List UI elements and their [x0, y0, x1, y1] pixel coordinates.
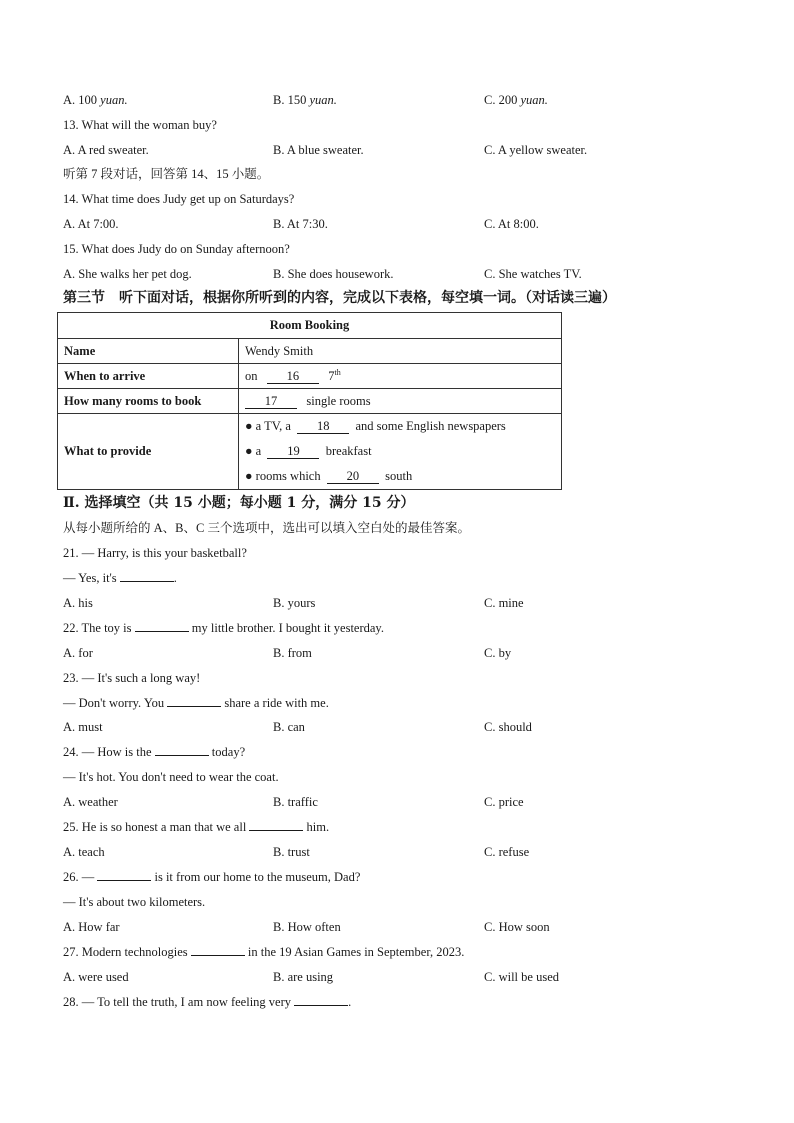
q21-option-a: A. his — [63, 596, 93, 610]
table-row — [58, 364, 562, 389]
q27-stem: 27. Modern technologies in the 19 Asian Games in September, 2023. — [63, 945, 465, 959]
q23-option-c: C. should — [484, 720, 532, 734]
q26-stem: 26. — is it from our home to the museum, Dad? — [63, 870, 361, 884]
q12-option-a: A. 100 yuan. — [63, 93, 128, 107]
q23-stem: 23. — It's such a long way! — [63, 671, 201, 685]
q21-option-b: B. yours — [273, 596, 316, 610]
q24-option-a: A. weather — [63, 795, 118, 809]
section3-heading: 第三节 听下面对话，根据你所听到的内容，完成以下表格，每空填一词。（对话读三遍） — [63, 290, 616, 306]
arrive-value — [239, 364, 562, 389]
q12-option-c: C. 200 yuan. — [484, 93, 548, 107]
blank-20: 20 — [327, 469, 379, 484]
provide-label: What to provide — [58, 414, 239, 490]
q15-option-b: B. She does housework. — [273, 267, 394, 281]
rooms-value — [239, 389, 562, 414]
rooms-suffix: single rooms — [306, 393, 371, 408]
q15-option-c: C. She watches TV. — [484, 267, 582, 281]
blank-19: 19 — [267, 444, 319, 459]
q22-option-a: A. for — [63, 646, 93, 660]
q22-option-b: B. from — [273, 646, 312, 660]
table-row — [58, 389, 562, 414]
q14-option-a: A. At 7:00. — [63, 217, 119, 231]
q15-option-a: A. She walks her pet dog. — [63, 267, 192, 281]
provide-line-3: ● rooms which 20 south — [245, 469, 413, 483]
q24-reply: — It's hot. You don't need to wear the coat. — [63, 770, 279, 784]
q24-stem: 24. — How is the today? — [63, 745, 246, 759]
q27-option-a: A. were used — [63, 970, 129, 984]
q24-option-b: B. traffic — [273, 795, 318, 809]
q13-option-c: C. A yellow sweater. — [484, 143, 588, 157]
arrive-sup: th — [334, 367, 341, 377]
q23-reply: — Don't worry. You share a ride with me. — [63, 696, 329, 710]
q12-option-b: B. 150 yuan. — [273, 93, 337, 107]
arrive-suffix: 7 — [328, 369, 335, 384]
q27-option-c: C. will be used — [484, 970, 559, 984]
q26-option-b: B. How often — [273, 920, 341, 934]
name-value: Wendy Smith — [239, 339, 562, 364]
name-label: Name — [58, 339, 239, 364]
dialog7-intro: 听第 7 段对话，回答第 14、15 小题。 — [63, 167, 270, 181]
q25-option-a: A. teach — [63, 845, 105, 859]
arrive-prefix: on — [245, 369, 258, 384]
q23-option-a: A. must — [63, 720, 103, 734]
q21-option-c: C. mine — [484, 596, 524, 610]
blank-16: 16 — [267, 369, 319, 384]
q23-option-b: B. can — [273, 720, 305, 734]
q14-option-c: C. At 8:00. — [484, 217, 539, 231]
table-row — [58, 339, 562, 364]
blank-18: 18 — [297, 419, 349, 434]
table-title: Room Booking — [58, 313, 562, 339]
q25-option-c: C. refuse — [484, 845, 530, 859]
q13-stem: 13. What will the woman buy? — [63, 118, 217, 132]
part2-heading: Ⅱ. 选择填空（共 15 小题；每小题 1 分，满分 15 分） — [63, 495, 415, 511]
q25-option-b: B. trust — [273, 845, 310, 859]
rooms-label: How many rooms to book — [58, 389, 239, 414]
q27-option-b: B. are using — [273, 970, 334, 984]
provide-line-1: ● a TV, a 18 and some English newspapers — [245, 419, 506, 433]
q21-reply: — Yes, it's . — [63, 571, 177, 585]
q13-option-a: A. A red sweater. — [63, 143, 149, 157]
provide-line-2: ● a 19 breakfast — [245, 444, 372, 458]
q14-stem: 14. What time does Judy get up on Saturdays? — [63, 192, 295, 206]
part2-instruction: 从每小题所给的 A、B、C 三个选项中，选出可以填入空白处的最佳答案。 — [63, 521, 470, 535]
q21-stem: 21. — Harry, is this your basketball? — [63, 546, 247, 560]
q26-reply: — It's about two kilometers. — [63, 895, 206, 909]
q25-stem: 25. He is so honest a man that we all him. — [63, 820, 330, 834]
q28-stem: 28. — To tell the truth, I am now feeling very . — [63, 995, 352, 1009]
q24-option-c: C. price — [484, 795, 524, 809]
q26-option-c: C. How soon — [484, 920, 550, 934]
provide-value — [239, 414, 562, 490]
q22-option-c: C. by — [484, 646, 512, 660]
q14-option-b: B. At 7:30. — [273, 217, 328, 231]
room-booking-table — [57, 312, 562, 490]
q26-option-a: A. How far — [63, 920, 120, 934]
blank-17: 17 — [245, 394, 297, 409]
q15-stem: 15. What does Judy do on Sunday afternoon? — [63, 242, 290, 256]
q13-option-b: B. A blue sweater. — [273, 143, 364, 157]
arrive-label: When to arrive — [58, 364, 239, 389]
table-row — [58, 313, 562, 339]
q22-stem: 22. The toy is my little brother. I bought it yesterday. — [63, 621, 384, 635]
table-row — [58, 414, 562, 490]
